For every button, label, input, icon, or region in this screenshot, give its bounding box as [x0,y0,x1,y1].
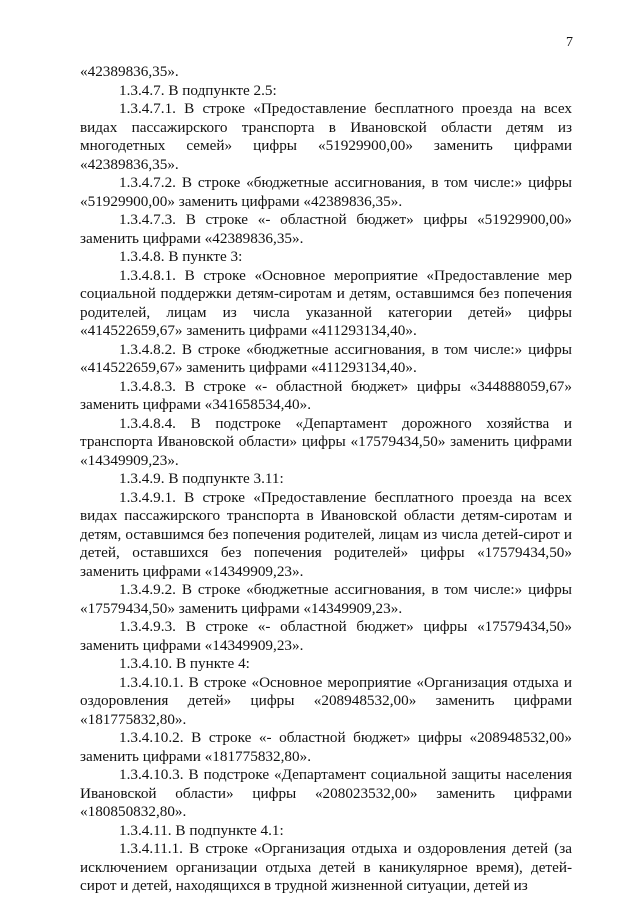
paragraph: 1.3.4.9.2. В строке «бюджетные ассигнования, в том числе:» цифры «17579434,50» заменить цифрами «14349909,23». [80,581,572,617]
document-body [80,63,572,896]
paragraph: 1.3.4.7.1. В строке «Предоставление бесплатного проезда на всех видах пассажирского транспорта в Ивановской области детям из многодетных семей» цифры «51929900,00» заменить цифрами «42389836,35». [80,100,572,173]
paragraph: 1.3.4.8.1. В строке «Основное мероприятие «Предоставление мер социальной поддержки детям-сиротам и детям, оставшимся без попечения родителей, лицам из числа указанной категории детей» цифры «414522659,67» заменить цифрами «411293134,40». [80,266,572,339]
paragraph: 1.3.4.9.1. В строке «Предоставление бесплатного проезда на всех видах пассажирского транспорта в Ивановской области детям-сиротам и детям, оставшимся без попечения родителей, лицам из числа детей-сирот и детей, оставшихся без попечения родителей» цифры «17579434,50» заменить цифрами «14349909,23». [80,488,572,580]
paragraph: 1.3.4.10.1. В строке «Основное мероприятие «Организация отдыха и оздоровления детей» цифры «208948532,00» заменить цифрами «181775832,80». [80,673,572,728]
paragraph: 1.3.4.10.2. В строке «- областной бюджет» цифры «208948532,00» заменить цифрами «181775832,80». [80,729,572,765]
paragraph: 1.3.4.8.4. В подстроке «Департамент дорожного хозяйства и транспорта Ивановской области» цифры «17579434,50» заменить цифрами «14349909,23». [80,414,572,469]
paragraph: 1.3.4.8.2. В строке «бюджетные ассигнования, в том числе:» цифры «414522659,67» заменить цифрами «411293134,40». [80,340,572,376]
paragraph: 1.3.4.7.2. В строке «бюджетные ассигнования, в том числе:» цифры «51929900,00» заменить цифрами «42389836,35». [80,174,572,210]
paragraph: 1.3.4.8. В пункте 3: [119,248,243,265]
paragraph: 1.3.4.10.3. В подстроке «Департамент социальной защиты населения Ивановской области» цифры «208023532,00» заменить цифрами «180850832,80». [80,766,572,820]
paragraph: 1.3.4.9.3. В строке «- областной бюджет» цифры «17579434,50» заменить цифрами «14349909,23». [80,618,572,654]
page-number: 7 [566,35,573,50]
paragraph: 1.3.4.11.1. В строке «Организация отдыха и оздоровления детей (за исключением организации отдыха детей в каникулярное время), детей-сирот и детей, находящихся в трудной жизненной ситуации, детей из [80,840,572,894]
paragraph: 1.3.4.11. В подпункте 4.1: [119,821,284,839]
paragraph: 1.3.4.7. В подпункте 2.5: [119,81,277,99]
paragraph: 1.3.4.9. В подпункте 3.11: [119,470,284,487]
paragraph: «42389836,35». [80,63,179,80]
paragraph: 1.3.4.10. В пункте 4: [119,655,250,672]
paragraph: 1.3.4.8.3. В строке «- областной бюджет» цифры «344888059,67» заменить цифрами «341658534,40». [80,377,572,413]
paragraph: 1.3.4.7.3. В строке «- областной бюджет» цифры «51929900,00» заменить цифрами «42389836,35». [80,211,572,247]
